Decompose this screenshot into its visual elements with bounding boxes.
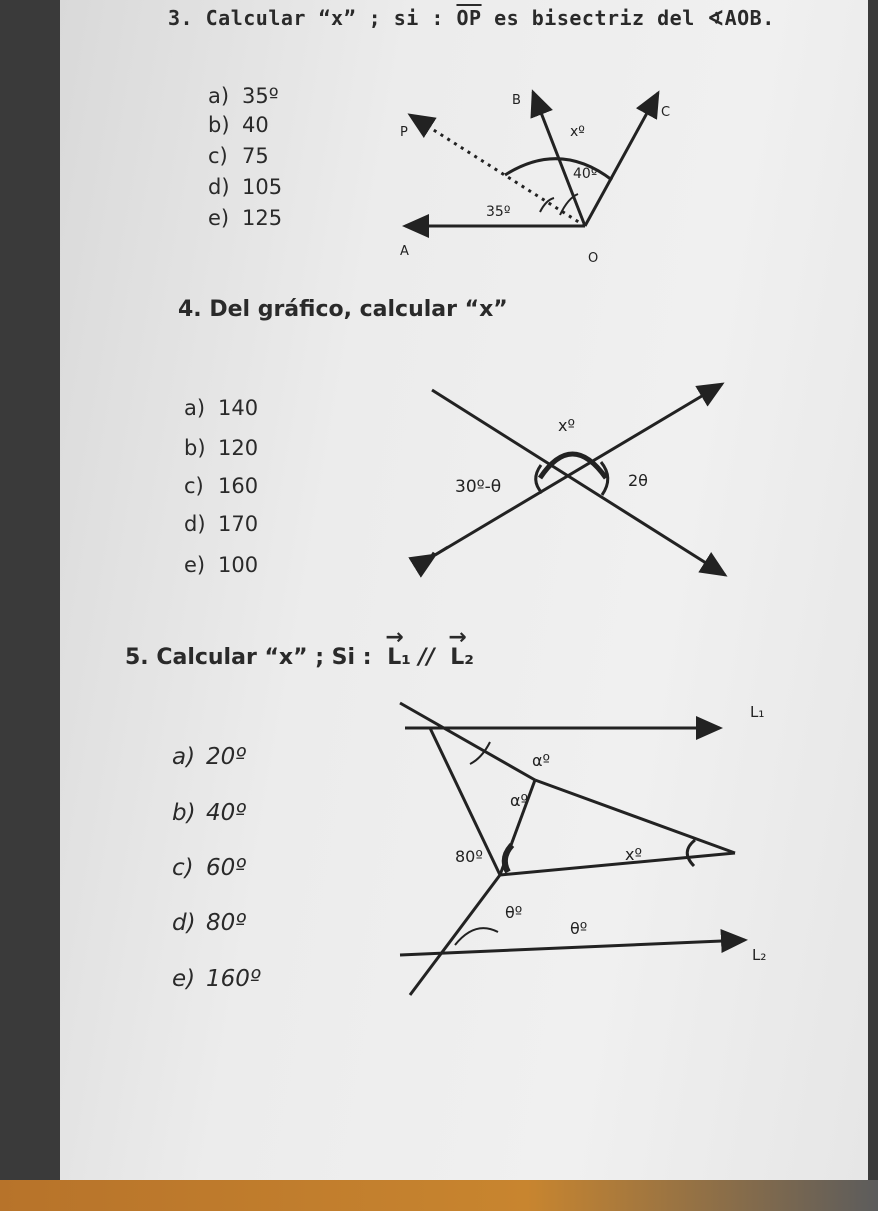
option-key: e) bbox=[184, 553, 206, 577]
label-b: B bbox=[512, 93, 521, 108]
option-key: e) bbox=[172, 966, 196, 992]
option-value: 35º bbox=[242, 84, 279, 108]
arc-theta bbox=[455, 928, 498, 945]
option-value: 100 bbox=[218, 553, 259, 577]
option-value: 170 bbox=[218, 512, 259, 536]
option-key: b) bbox=[172, 800, 196, 826]
figure-q5 bbox=[400, 703, 745, 995]
label-l1: L₁ bbox=[750, 703, 765, 721]
line-1 bbox=[435, 384, 722, 555]
question-3-text-b: es bisectriz del ∢AOB. bbox=[494, 6, 775, 30]
option-value: 60º bbox=[206, 855, 247, 881]
option-key: c) bbox=[208, 144, 228, 168]
question-3-segment: $\overline{OP}$ bbox=[456, 6, 482, 30]
vector-l1: → L₁ bbox=[385, 625, 411, 670]
question-4-title: 4. Del gráfico, calcular “x” bbox=[178, 297, 508, 322]
arc-80 bbox=[505, 845, 512, 872]
question-3-number: 3. bbox=[168, 6, 194, 30]
segment-top bbox=[400, 703, 535, 780]
label-c: C bbox=[661, 105, 671, 120]
arc-left bbox=[536, 465, 542, 493]
option-key: a) bbox=[184, 396, 206, 420]
option-value: 75 bbox=[242, 144, 269, 168]
option-value: 125 bbox=[242, 206, 283, 230]
parallel-symbol: // bbox=[418, 645, 435, 670]
option-value: 140 bbox=[218, 396, 259, 420]
figure-q3 bbox=[405, 92, 658, 226]
vector-l2: → L₂ bbox=[448, 625, 474, 670]
option-value: 40 bbox=[242, 113, 269, 137]
angle-35-label: 35º bbox=[486, 204, 511, 220]
line-l2 bbox=[400, 940, 745, 955]
option-key: b) bbox=[208, 113, 230, 137]
angle-x-label: xº bbox=[558, 416, 576, 435]
option-key: b) bbox=[184, 436, 206, 460]
angle-x-label: xº bbox=[570, 124, 585, 140]
arrow-right-icon: → bbox=[385, 625, 404, 650]
question-5-text: 5. Calcular “x” ; Si : bbox=[125, 645, 372, 670]
option-value: 20º bbox=[206, 744, 247, 770]
option-key: a) bbox=[172, 744, 196, 770]
option-key: a) bbox=[208, 84, 230, 108]
angle-x-label: xº bbox=[625, 845, 643, 864]
segment-bottom bbox=[500, 853, 735, 875]
option-key: d) bbox=[184, 512, 206, 536]
alpha-mid-label: αº bbox=[510, 791, 529, 810]
alpha-top-label: αº bbox=[532, 751, 551, 770]
option-value: 105 bbox=[242, 175, 283, 199]
option-value: 160º bbox=[206, 966, 261, 992]
angle-right-label: 2θ bbox=[628, 471, 648, 490]
angle-40-label: 40º bbox=[573, 166, 598, 182]
segment-transversal bbox=[410, 875, 500, 995]
ray-oc bbox=[585, 93, 658, 226]
option-key: d) bbox=[208, 175, 230, 199]
option-value: 120 bbox=[218, 436, 259, 460]
theta-left-label: θº bbox=[505, 903, 523, 922]
option-key: e) bbox=[208, 206, 230, 230]
option-key: c) bbox=[172, 855, 194, 881]
angle-left-label: 30º-θ bbox=[455, 477, 502, 497]
label-l2: L₂ bbox=[752, 946, 767, 964]
option-value: 80º bbox=[206, 910, 247, 936]
angle-80-label: 80º bbox=[455, 847, 483, 866]
option-value: 160 bbox=[218, 474, 259, 498]
segment-upper-right bbox=[535, 780, 735, 853]
arrow-right-icon: → bbox=[448, 625, 467, 650]
option-key: c) bbox=[184, 474, 204, 498]
label-o: O bbox=[588, 251, 599, 266]
option-value: 40º bbox=[206, 800, 247, 826]
label-p: P bbox=[400, 125, 408, 140]
theta-right-label: θº bbox=[570, 919, 588, 938]
arc-x bbox=[687, 840, 695, 866]
option-key: d) bbox=[172, 910, 196, 936]
label-a: A bbox=[400, 244, 409, 259]
question-3-text-a: Calcular “x” ; si : bbox=[205, 6, 444, 30]
